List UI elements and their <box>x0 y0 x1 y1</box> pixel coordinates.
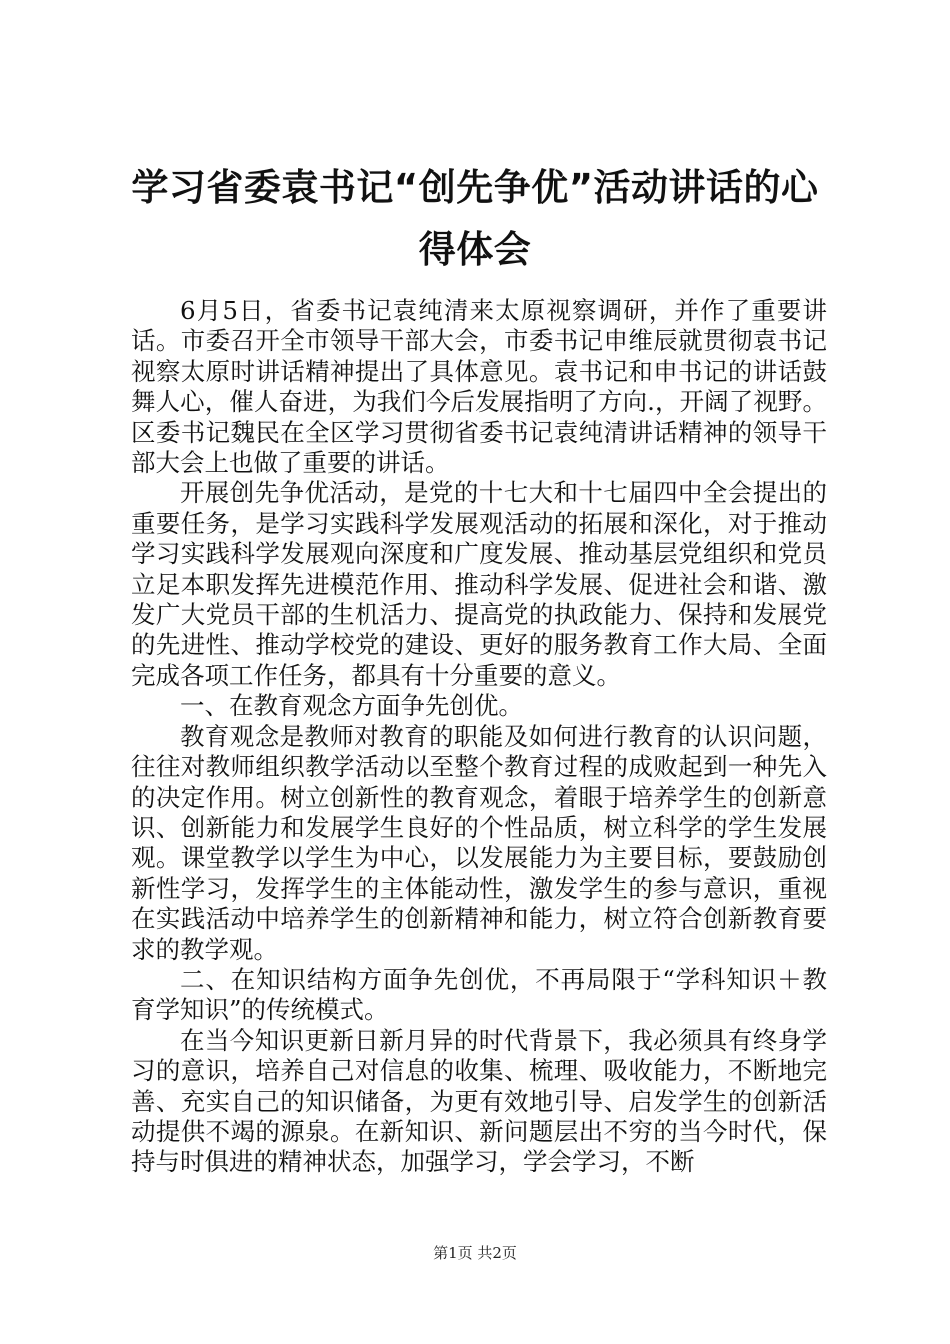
paragraph-3: 教育观念是教师对教育的职能及如何进行教育的认识问题，往往对教师组织教学活动以至整个教育过程的成败起到一种先入的决定作用。树立创新性的教育观念，着眼于培养学生的创新意识、创新能力和发展学生良好的个性品质，树立科学的学生发展观。课堂教学以学生为中心，以发展能力为主要目标，要鼓励创新性学习，发挥学生的主体能动性，激发学生的参与意识，重视在实践活动中培养学生的创新精神和能力，树立符合创新教育要求的教学观。 <box>131 721 827 964</box>
document-body <box>131 296 827 1178</box>
section-heading-2: 二、在知识结构方面争先创优，不再局限于“学科知识＋教育学知识”的传统模式。 <box>131 964 827 1025</box>
paragraph-1: 6月5日，省委书记袁纯清来太原视察调研，并作了重要讲话。市委召开全市领导干部大会，市委书记申维辰就贯彻袁书记视察太原时讲话精神提出了具体意见。袁书记和申书记的讲话鼓舞人心，催人奋进，为我们今后发展指明了方向.，开阔了视野。区委书记魏民在全区学习贯彻省委书记袁纯清讲话精神的领导干部大会上也做了重要的讲话。 <box>131 296 827 478</box>
document-title: 学习省委袁书记“创先争优”活动讲话的心得体会 <box>131 166 819 271</box>
paragraph-2: 开展创先争优活动，是党的十七大和十七届四中全会提出的重要任务，是学习实践科学发展观活动的拓展和深化，对于推动学习实践科学发展观向深度和广度发展、推动基层党组织和党员立足本职发挥先进模范作用、推动科学发展、促进社会和谐、激发广大党员干部的生机活力、提高党的执政能力、保持和发展党的先进性、推动学校党的建设、更好的服务教育工作大局、全面完成各项工作任务，都具有十分重要的意义。 <box>131 478 827 690</box>
page-number-footer: 第1页 共2页 <box>433 1244 517 1262</box>
paragraph-4: 在当今知识更新日新月异的时代背景下，我必须具有终身学习的意识，培养自己对信息的收集、梳理、吸收能力，不断地完善、充实自己的知识储备，为更有效地引导、启发学生的创新活动提供不竭的源泉。在新知识、新问题层出不穷的当今时代，保持与时俱进的精神状态，加强学习，学会学习，不断 <box>131 1025 827 1177</box>
section-heading-1: 一、在教育观念方面争先创优。 <box>180 691 523 721</box>
